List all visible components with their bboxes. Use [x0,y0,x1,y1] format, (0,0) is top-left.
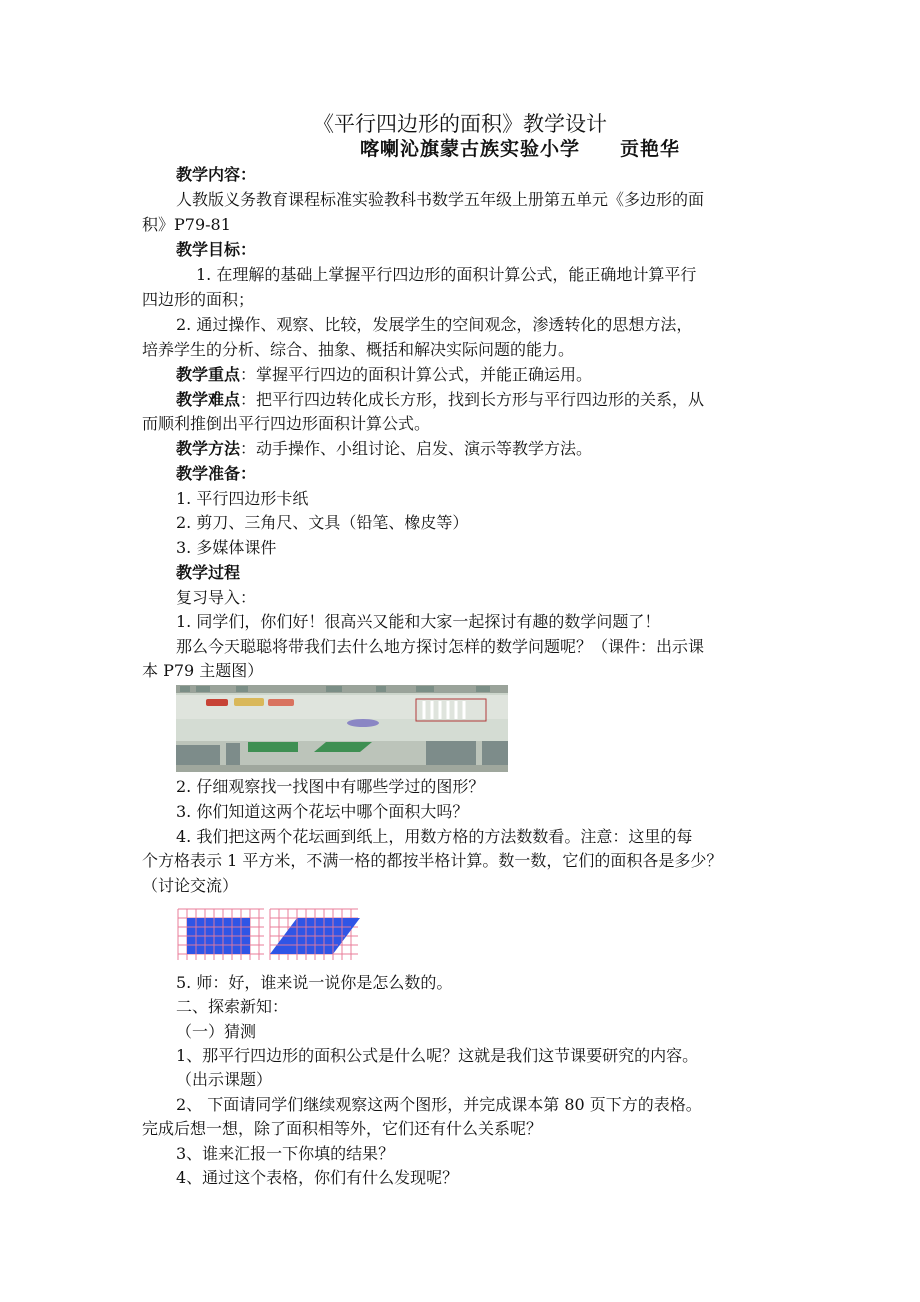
goal-2-line-1: 2. 通过操作、观察、比较，发展学生的空间观念，渗透转化的思想方法， [176,315,693,334]
grid-figure [176,908,362,960]
method-text: ：动手操作、小组讨论、启发、演示等教学方法。 [240,439,593,458]
step-3: 3. 你们知道这两个花坛中哪个面积大吗？ [176,802,469,821]
question-3: 3、谁来汇报一下你填的结果？ [176,1144,395,1163]
difficulty-label: 教学难点 [176,390,241,409]
car-icon [206,698,294,706]
rectangle-flower-bed [248,742,298,752]
question-2-line-2: 完成后想一想，除了面积相等外，它们还有什么关系呢？ [142,1119,543,1138]
step-4-line-1: 4. 我们把这两个花坛画到纸上，用数方格的方法数数看。注意：这里的每 [176,827,693,846]
content-text-2: 积》P79-81 [142,215,231,234]
difficulty-line-2: 而顺利推倒出平行四边形面积计算公式。 [142,414,431,433]
grid-diagrams [176,908,362,960]
difficulty-text: ：把平行四边转化成长方形，找到长方形与平行四边形的关系，从 [240,390,705,409]
goals-heading: 教学目标： [176,240,257,259]
step-4-line-3: （讨论交流） [142,876,239,895]
question-4: 4、通过这个表格，你们有什么发现呢？ [176,1168,459,1187]
goal-1-line-2: 四边形的面积； [142,290,255,309]
step-2: 2. 仔细观察找一找图中有哪些学过的图形？ [176,777,485,796]
prep-item-1: 1. 平行四边形卡纸 [176,489,309,508]
content-heading: 教学内容： [176,165,257,184]
difficulty [176,389,816,411]
street-scene-image [176,685,508,772]
prep-item-2: 2. 剪刀、三角尺、文具（铅笔、橡皮等） [176,513,469,532]
question-1: 1、那平行四边形的面积公式是什么呢？这就是我们这节课要研究的内容。 [176,1046,699,1065]
question-1b: （出示课题） [176,1070,273,1089]
step-1b-line-1: 那么今天聪聪将带我们去什么地方探讨怎样的数学问题呢？（课件：出示课 [176,637,705,656]
key-point-label: 教学重点 [176,365,241,384]
step-4-line-2: 个方格表示 1 平方米，不满一格的都按半格计算。数一数，它们的面积各是多少？ [142,851,723,870]
key-point-text: ：掌握平行四边的面积计算公式，并能正确运用。 [240,365,593,384]
document-title: 《平行四边形的面积》教学设计 [313,112,607,136]
content-text-1: 人教版义务教育课程标准实验教科书数学五年级上册第五单元《多边形的面 [176,190,705,209]
school-name: 喀喇沁旗蒙古族实验小学 [360,138,581,160]
goal-2-line-2: 培养学生的分析、综合、抽象、概括和解决实际问题的能力。 [142,340,575,359]
goal-1-line-1: 1. 在理解的基础上掌握平行四边形的面积计算公式，能正确地计算平行 [196,265,697,284]
subsection-guess: （一）猜测 [176,1022,257,1041]
key-point [176,364,816,386]
prep-item-3: 3. 多媒体课件 [176,538,277,557]
prep-heading: 教学准备： [176,464,257,483]
method [176,438,816,460]
theme-picture [176,685,508,772]
step-5: 5. 师：好，谁来说一说你是怎么数的。 [176,973,453,992]
method-label: 教学方法 [176,439,241,458]
step-1b-line-2: 本 P79 主题图） [142,661,264,680]
step-1: 1. 同学们，你们好！很高兴又能和大家一起探讨有趣的数学问题了！ [176,612,661,631]
author-line [360,136,680,162]
section-2-heading: 二、探索新知： [176,997,289,1016]
process-heading: 教学过程 [176,563,241,582]
question-2-line-1: 2、 下面请同学们继续观察这两个图形，并完成课本第 80 页下方的表格。 [176,1095,702,1114]
review-heading: 复习导入： [176,588,257,607]
author-name: 贡艳华 [620,138,681,160]
